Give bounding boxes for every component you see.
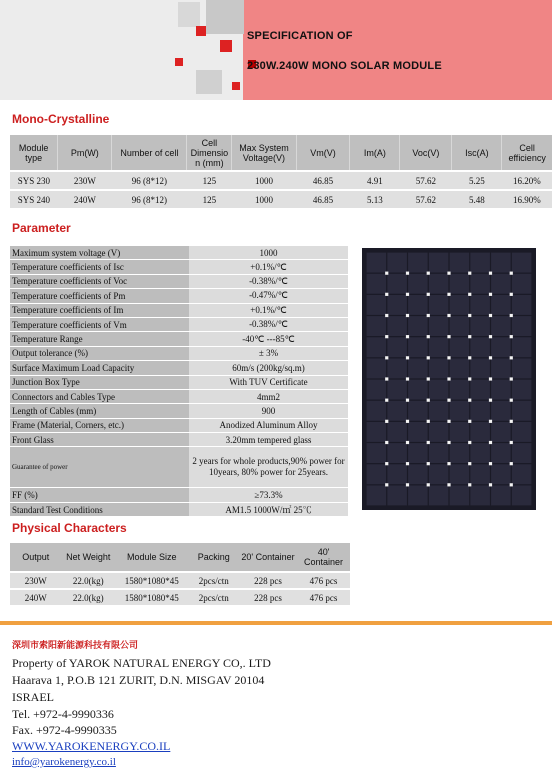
cell-gap-dot xyxy=(468,399,471,402)
param-label: Temperature coefficients of Pm xyxy=(10,289,189,303)
table-row xyxy=(10,171,552,190)
physical-table xyxy=(10,543,350,605)
cell-gap-dot xyxy=(427,420,430,423)
solar-cell xyxy=(429,422,449,442)
solar-cell xyxy=(367,274,387,294)
solar-cell xyxy=(408,253,428,273)
cell-gap-dot xyxy=(510,483,513,486)
table-cell: 5.25 xyxy=(452,171,502,190)
solar-cell xyxy=(367,316,387,336)
cell-gap-dot xyxy=(427,272,430,275)
solar-cell xyxy=(429,401,449,421)
solar-cell xyxy=(429,274,449,294)
table-row xyxy=(10,404,348,418)
cell-gap-dot xyxy=(406,335,409,338)
table-cell: 476 pcs xyxy=(297,589,350,605)
solar-cell xyxy=(387,422,407,442)
cell-gap-dot xyxy=(385,420,388,423)
solar-cell xyxy=(450,464,470,484)
solar-cell xyxy=(367,337,387,357)
param-label: Frame (Material, Corners, etc.) xyxy=(10,418,189,432)
solar-cell xyxy=(367,380,387,400)
param-value: AM1.5 1000W/㎡ 25℃ xyxy=(189,502,348,516)
solar-cell xyxy=(408,422,428,442)
table-cell: 4.91 xyxy=(350,171,400,190)
table-cell: 2pcs/ctn xyxy=(189,589,239,605)
solar-cell xyxy=(367,464,387,484)
solar-cell xyxy=(470,295,490,315)
footer-country-line: ISRAEL xyxy=(12,690,54,704)
cell-gap-dot xyxy=(468,335,471,338)
solar-cell xyxy=(429,316,449,336)
header-title-line1: SPECIFICATION OF xyxy=(247,30,353,42)
cell-gap-dot xyxy=(427,399,430,402)
cell-gap-dot xyxy=(385,462,388,465)
col-header: Voc(V) xyxy=(400,135,452,171)
footer-address-line: Haarava 1, P.O.B 121 ZURIT, D.N. MISGAV 20104 xyxy=(12,673,265,687)
table-row xyxy=(10,488,348,502)
table-cell: 46.85 xyxy=(296,190,350,208)
param-value: Anodized Aluminum Alloy xyxy=(189,418,348,432)
cell-gap-dot xyxy=(489,377,492,380)
solar-cell xyxy=(408,358,428,378)
param-value: -0.47%/℃ xyxy=(189,289,348,303)
param-value: ± 3% xyxy=(189,346,348,360)
cell-gap-dot xyxy=(447,399,450,402)
solar-cell xyxy=(512,485,532,505)
solar-cell xyxy=(408,274,428,294)
cell-gap-dot xyxy=(489,272,492,275)
cell-gap-dot xyxy=(510,377,513,380)
solar-cell xyxy=(491,337,511,357)
table-cell: 46.85 xyxy=(296,171,350,190)
table-row xyxy=(10,289,348,303)
solar-cell xyxy=(470,422,490,442)
solar-cell xyxy=(429,295,449,315)
col-header: Cell Dimensio n (mm) xyxy=(187,135,232,171)
cell-gap-dot xyxy=(406,293,409,296)
col-header: Im(A) xyxy=(350,135,400,171)
cell-gap-dot xyxy=(447,377,450,380)
cell-gap-dot xyxy=(406,420,409,423)
solar-cell xyxy=(470,401,490,421)
col-header: Max System Voltage(V) xyxy=(232,135,296,171)
table-cell: 1580*1080*45 xyxy=(115,572,189,589)
cell-gap-dot xyxy=(489,441,492,444)
solar-cell xyxy=(512,253,532,273)
solar-cell xyxy=(470,485,490,505)
physical-section-title: Physical Characters xyxy=(12,521,127,535)
table-cell: 230W xyxy=(58,171,112,190)
cell-gap-dot xyxy=(406,314,409,317)
cell-gap-dot xyxy=(468,314,471,317)
cell-gap-dot xyxy=(510,356,513,359)
table-cell: 16.90% xyxy=(502,190,552,208)
cell-gap-dot xyxy=(489,399,492,402)
cell-gap-dot xyxy=(447,335,450,338)
solar-cell xyxy=(512,464,532,484)
col-header: 20' Container xyxy=(239,543,297,572)
param-value: 900 xyxy=(189,404,348,418)
table-cell: 1000 xyxy=(232,171,296,190)
table-row xyxy=(10,502,348,516)
solar-cell xyxy=(450,380,470,400)
header-title-line2: 230W.240W MONO SOLAR MODULE xyxy=(247,60,442,72)
solar-cell xyxy=(512,337,532,357)
cell-gap-dot xyxy=(468,356,471,359)
footer-divider xyxy=(0,621,552,625)
col-header: Module type xyxy=(10,135,58,171)
table-cell: 5.13 xyxy=(350,190,400,208)
email-link[interactable]: info@yarokenergy.co.il xyxy=(12,756,116,768)
solar-cell xyxy=(387,337,407,357)
col-header: Isc(A) xyxy=(452,135,502,171)
param-value: 3.20mm tempered glass xyxy=(189,433,348,447)
solar-cell xyxy=(429,443,449,463)
table-row xyxy=(10,447,348,488)
solar-cell xyxy=(367,422,387,442)
solar-cell xyxy=(387,316,407,336)
table-row xyxy=(10,260,348,274)
table-cell: 5.48 xyxy=(452,190,502,208)
cell-gap-dot xyxy=(510,441,513,444)
col-header: Module Size xyxy=(115,543,189,572)
footer-company-line: Property of YAROK NATURAL ENERGY CO,. LTD xyxy=(12,656,271,670)
param-label: Temperature coefficients of Vm xyxy=(10,317,189,331)
cell-gap-dot xyxy=(385,314,388,317)
cell-gap-dot xyxy=(385,335,388,338)
table-cell: 230W xyxy=(10,572,62,589)
table-cell: SYS 230 xyxy=(10,171,58,190)
param-label: Standard Test Conditions xyxy=(10,502,189,516)
col-header: Net Weight xyxy=(62,543,115,572)
solar-cell xyxy=(512,295,532,315)
table-cell: 16.20% xyxy=(502,171,552,190)
table-cell: SYS 240 xyxy=(10,190,58,208)
cell-gap-dot xyxy=(510,272,513,275)
table-cell: 2pcs/ctn xyxy=(189,572,239,589)
table-cell: 57.62 xyxy=(400,171,452,190)
param-value: 60m/s (200kg/sq.m) xyxy=(189,361,348,375)
company-chinese-name: 深圳市索阳新能源科技有限公司 xyxy=(12,640,139,650)
parameter-section-title: Parameter xyxy=(12,221,71,235)
solar-cell xyxy=(470,380,490,400)
cell-gap-dot xyxy=(406,377,409,380)
cell-gap-dot xyxy=(447,272,450,275)
col-header: Packing xyxy=(189,543,239,572)
cell-gap-dot xyxy=(468,462,471,465)
table-row xyxy=(10,433,348,447)
param-label: Temperature Range xyxy=(10,332,189,346)
solar-cell xyxy=(450,316,470,336)
cell-gap-dot xyxy=(468,420,471,423)
solar-cell xyxy=(387,485,407,505)
cell-gap-dot xyxy=(489,462,492,465)
param-value: With TUV Certificate xyxy=(189,375,348,389)
cell-gap-dot xyxy=(489,420,492,423)
param-value: +0.1%/℃ xyxy=(189,303,348,317)
solar-cell xyxy=(408,485,428,505)
solar-panel-image xyxy=(362,248,536,510)
solar-cell xyxy=(408,380,428,400)
cell-gap-dot xyxy=(385,293,388,296)
solar-cell xyxy=(491,358,511,378)
solar-cell xyxy=(470,464,490,484)
param-value: -40℃ ---85℃ xyxy=(189,332,348,346)
solar-cell xyxy=(387,401,407,421)
cell-gap-dot xyxy=(447,314,450,317)
table-cell: 1000 xyxy=(232,190,296,208)
cell-gap-dot xyxy=(489,314,492,317)
param-value: 4mm2 xyxy=(189,389,348,403)
param-label: Maximum system voltage (V) xyxy=(10,246,189,260)
table-row xyxy=(10,190,552,208)
cell-gap-dot xyxy=(385,441,388,444)
solar-cell xyxy=(470,358,490,378)
solar-cell xyxy=(450,422,470,442)
footer-fax: Fax. +972-4-9990335 xyxy=(12,723,117,737)
website-link[interactable]: WWW.YAROKENERGY.CO.IL xyxy=(12,739,171,753)
param-value: 2 years for whole products,90% power for 10years, 80% power for 25years. xyxy=(189,447,348,488)
param-label: Temperature coefficients of Isc xyxy=(10,260,189,274)
solar-cell xyxy=(367,401,387,421)
cell-gap-dot xyxy=(468,293,471,296)
cell-gap-dot xyxy=(385,272,388,275)
table-cell: 240W xyxy=(58,190,112,208)
col-header: Pm(W) xyxy=(58,135,112,171)
table-cell: 22.0(kg) xyxy=(62,589,115,605)
solar-cell xyxy=(429,380,449,400)
table-cell: 1580*1080*45 xyxy=(115,589,189,605)
mono-section-title: Mono-Crystalline xyxy=(12,112,110,126)
solar-cell xyxy=(491,295,511,315)
param-label: Surface Maximum Load Capacity xyxy=(10,361,189,375)
table-row xyxy=(10,572,350,589)
solar-cell xyxy=(367,358,387,378)
solar-cell xyxy=(450,274,470,294)
solar-cell xyxy=(429,337,449,357)
cell-gap-dot xyxy=(385,356,388,359)
cell-gap-dot xyxy=(427,483,430,486)
solar-cell xyxy=(512,401,532,421)
table-row xyxy=(10,589,350,605)
table-cell: 96 (8*12) xyxy=(112,171,187,190)
solar-cell xyxy=(470,253,490,273)
table-row xyxy=(10,274,348,288)
table-row xyxy=(10,303,348,317)
col-header: Number of cell xyxy=(112,135,187,171)
solar-cell xyxy=(408,464,428,484)
col-header: Vm(V) xyxy=(296,135,350,171)
solar-cell xyxy=(512,358,532,378)
table-row xyxy=(10,375,348,389)
cell-gap-dot xyxy=(510,399,513,402)
param-value: ≥73.3% xyxy=(189,488,348,502)
solar-cell xyxy=(450,295,470,315)
cell-gap-dot xyxy=(406,441,409,444)
table-cell: 228 pcs xyxy=(239,589,297,605)
table-row xyxy=(10,317,348,331)
solar-cell xyxy=(450,358,470,378)
cell-gap-dot xyxy=(385,377,388,380)
table-cell: 125 xyxy=(187,190,232,208)
solar-cell xyxy=(387,380,407,400)
cell-gap-dot xyxy=(510,293,513,296)
solar-cell xyxy=(429,253,449,273)
solar-panel-svg xyxy=(362,248,536,510)
solar-cell xyxy=(408,401,428,421)
table-cell: 240W xyxy=(10,589,62,605)
param-value: +0.1%/℃ xyxy=(189,260,348,274)
cell-gap-dot xyxy=(489,356,492,359)
cell-gap-dot xyxy=(406,462,409,465)
parameter-table xyxy=(10,245,348,516)
cell-gap-dot xyxy=(427,356,430,359)
param-label: FF (%) xyxy=(10,488,189,502)
solar-cell xyxy=(450,253,470,273)
table-cell: 228 pcs xyxy=(239,572,297,589)
cell-gap-dot xyxy=(510,314,513,317)
cell-gap-dot xyxy=(468,377,471,380)
solar-cell xyxy=(512,380,532,400)
cell-gap-dot xyxy=(406,356,409,359)
table-row xyxy=(10,361,348,375)
param-label: Temperature coefficients of Voc xyxy=(10,274,189,288)
solar-cell xyxy=(491,443,511,463)
solar-cell xyxy=(470,274,490,294)
solar-cell xyxy=(470,337,490,357)
solar-cell xyxy=(387,464,407,484)
cell-gap-dot xyxy=(427,377,430,380)
solar-cell xyxy=(408,295,428,315)
solar-cell xyxy=(387,295,407,315)
cell-gap-dot xyxy=(447,441,450,444)
cell-gap-dot xyxy=(510,420,513,423)
footer-tel: Tel. +972-4-9990336 xyxy=(12,707,114,721)
cell-gap-dot xyxy=(427,293,430,296)
table-header-row xyxy=(10,543,350,572)
solar-cell xyxy=(367,485,387,505)
solar-cell xyxy=(491,401,511,421)
solar-cell xyxy=(491,485,511,505)
solar-cell xyxy=(491,464,511,484)
solar-cell xyxy=(367,295,387,315)
solar-cell xyxy=(408,316,428,336)
col-header: Output xyxy=(10,543,62,572)
param-label: Temperature coefficients of Im xyxy=(10,303,189,317)
cell-gap-dot xyxy=(447,483,450,486)
table-header-row xyxy=(10,135,552,171)
param-label: Length of Cables (mm) xyxy=(10,404,189,418)
solar-cell xyxy=(491,422,511,442)
table-row xyxy=(10,246,348,260)
solar-cell xyxy=(387,358,407,378)
cell-gap-dot xyxy=(427,462,430,465)
solar-cell xyxy=(367,253,387,273)
cell-gap-dot xyxy=(468,441,471,444)
cell-gap-dot xyxy=(510,462,513,465)
cell-gap-dot xyxy=(468,483,471,486)
cell-gap-dot xyxy=(427,441,430,444)
param-value: -0.38%/℃ xyxy=(189,274,348,288)
solar-cell xyxy=(408,443,428,463)
cell-gap-dot xyxy=(447,293,450,296)
table-row xyxy=(10,389,348,403)
cell-gap-dot xyxy=(385,399,388,402)
solar-cell xyxy=(512,443,532,463)
param-label: Front Glass xyxy=(10,433,189,447)
param-value: -0.38%/℃ xyxy=(189,317,348,331)
param-label: Connectors and Cables Type xyxy=(10,389,189,403)
solar-cell xyxy=(450,401,470,421)
col-header: 40' Container xyxy=(297,543,350,572)
table-cell: 96 (8*12) xyxy=(112,190,187,208)
solar-cell xyxy=(429,358,449,378)
cell-gap-dot xyxy=(406,483,409,486)
solar-cell xyxy=(512,274,532,294)
table-row xyxy=(10,418,348,432)
solar-cell xyxy=(429,464,449,484)
solar-cell xyxy=(387,253,407,273)
cell-gap-dot xyxy=(406,399,409,402)
cell-gap-dot xyxy=(427,314,430,317)
table-cell: 22.0(kg) xyxy=(62,572,115,589)
solar-cell xyxy=(491,316,511,336)
solar-cell xyxy=(512,316,532,336)
cell-gap-dot xyxy=(427,335,430,338)
col-header: Cell efficiency xyxy=(502,135,552,171)
cell-gap-dot xyxy=(489,293,492,296)
solar-cell xyxy=(470,316,490,336)
solar-cell xyxy=(491,380,511,400)
solar-cell xyxy=(491,253,511,273)
table-cell: 57.62 xyxy=(400,190,452,208)
solar-cell xyxy=(450,337,470,357)
cell-gap-dot xyxy=(489,335,492,338)
param-label: Guarantee of power xyxy=(10,447,189,488)
solar-cell xyxy=(470,443,490,463)
cell-gap-dot xyxy=(468,272,471,275)
solar-cell xyxy=(450,443,470,463)
param-label: Output tolerance (%) xyxy=(10,346,189,360)
param-value: 1000 xyxy=(189,246,348,260)
solar-cell xyxy=(429,485,449,505)
table-row xyxy=(10,346,348,360)
mono-spec-table xyxy=(10,135,552,208)
cell-gap-dot xyxy=(447,420,450,423)
solar-cell xyxy=(450,485,470,505)
header-title-block xyxy=(243,0,552,100)
cell-gap-dot xyxy=(406,272,409,275)
cell-gap-dot xyxy=(447,462,450,465)
solar-cell xyxy=(387,443,407,463)
solar-cell xyxy=(408,337,428,357)
cell-gap-dot xyxy=(489,483,492,486)
solar-cell xyxy=(367,443,387,463)
table-cell: 476 pcs xyxy=(297,572,350,589)
cell-gap-dot xyxy=(510,335,513,338)
solar-cell xyxy=(512,422,532,442)
param-label: Junction Box Type xyxy=(10,375,189,389)
solar-cell xyxy=(387,274,407,294)
table-cell: 125 xyxy=(187,171,232,190)
cell-gap-dot xyxy=(385,483,388,486)
cell-gap-dot xyxy=(447,356,450,359)
solar-cell xyxy=(491,274,511,294)
table-row xyxy=(10,332,348,346)
